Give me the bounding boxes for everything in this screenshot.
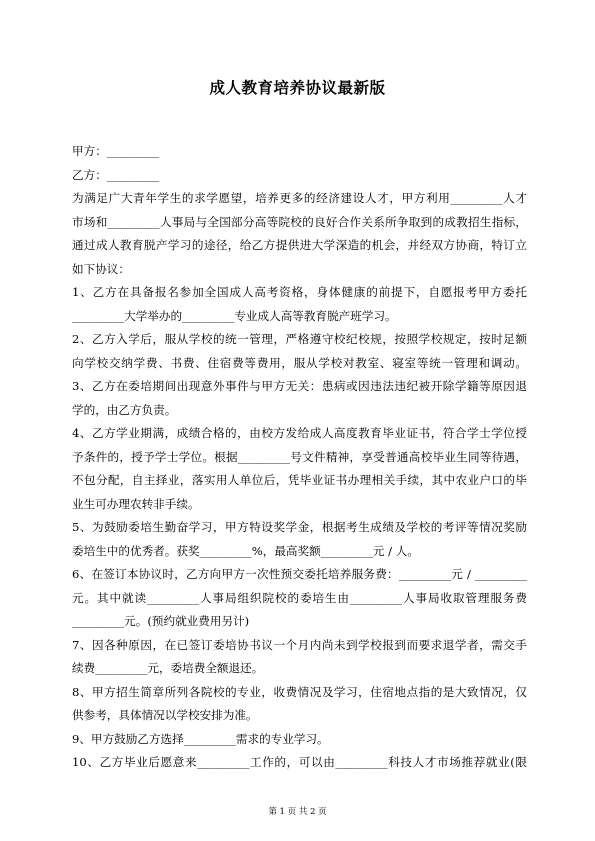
body-line: 3、乙方在委培期间出现意外事件与甲方无关：患病或因违法违纪被开除学籍等原因退 bbox=[72, 379, 527, 393]
body-line: 为满足广大青年学生的求学愿望，培养更多的经济建设人才，甲方利用_________人才 bbox=[72, 191, 527, 205]
body-line: 供参考，具体情况以学校安排为准。 bbox=[72, 708, 258, 722]
body-line: 9、甲方鼓励乙方选择_________需求的专业学习。 bbox=[72, 731, 329, 746]
body-line: 委培生中的优秀者。获奖_________%，最高奖额_________元 / 人。 bbox=[72, 543, 419, 558]
body-line: 4、乙方学业期满，成绩合格的，由校方发给成人高度教育毕业证书，符合学士学位授 bbox=[72, 426, 527, 440]
body-line: 通过成人教育脱产学习的途径，给乙方提供进大学深造的机会，并经双方协商，特订立 bbox=[72, 238, 527, 252]
body-line: 元。其中就读_________人事局组织院校的委培生由_________人事局收取管理服务费 bbox=[72, 590, 527, 605]
body-line: 予条件的，授予学士学位。根据_________号文件精神，享受普通高校毕业生同等待遇， bbox=[72, 449, 527, 464]
body-line: _________元。(预约就业费用另计) bbox=[72, 614, 250, 628]
body-line: 市场和_________人事局与全国部分高等院校的良好合作关系所争取到的成教招生指标， bbox=[72, 214, 527, 229]
page-footer: 第 1 页 共 2 页 bbox=[268, 807, 327, 817]
body-line: 业生可办理农转非手续。 bbox=[72, 496, 200, 511]
body-line: 8、甲方招生简章所列各院校的专业，收费情况及学习，住宿地点指的是大致情况，仅 bbox=[72, 684, 527, 699]
document-title: 成人教育培养协议最新版 bbox=[209, 79, 386, 97]
body-line: 不包分配，自主择业，落实用人单位后，凭毕业证书办理相关手续，其中农业户口的毕 bbox=[72, 473, 527, 487]
body-line: 7、因各种原因，在已签订委培协书议一个月内尚未到学校报到而要求退学者，需交手 bbox=[72, 637, 527, 652]
body-line: 学的，由乙方负责。 bbox=[72, 402, 177, 417]
body-line: 10、乙方毕业后愿意来_________工作的，可以由_________科技人才市场推荐就业(限 bbox=[72, 755, 527, 769]
body-line: 如下协议： bbox=[72, 261, 130, 276]
body-line: 甲方：_________ bbox=[72, 144, 159, 158]
body-line: 5、为鼓励委培生勤奋学习，甲方特设奖学金，根据考生成绩及学校的考评等情况奖励 bbox=[72, 520, 527, 534]
body-line: 续费_________元，委培费全额退还。 bbox=[72, 661, 264, 675]
body-line: 1、乙方在具备报名参加全国成人高考资格，身体健康的前提下，自愿报考甲方委托 bbox=[72, 285, 527, 299]
body-line: _________大学举办的_________专业成人高等教育脱产班学习。 bbox=[72, 308, 397, 323]
body-line: 2、乙方入学后，服从学校的统一管理，严格遵守校纪校规，按照学校规定，按时足额 bbox=[72, 332, 527, 346]
body-line: 向学校交纳学费、书费、住宿费等费用，服从学校对教室、寝室等统一管理和调动。 bbox=[72, 355, 527, 370]
body-line: 乙方：_________ bbox=[72, 167, 159, 182]
body-line: 6、在签订本协议时，乙方向甲方一次性预交委托培养服务费：_________元 / _________ bbox=[72, 567, 527, 581]
